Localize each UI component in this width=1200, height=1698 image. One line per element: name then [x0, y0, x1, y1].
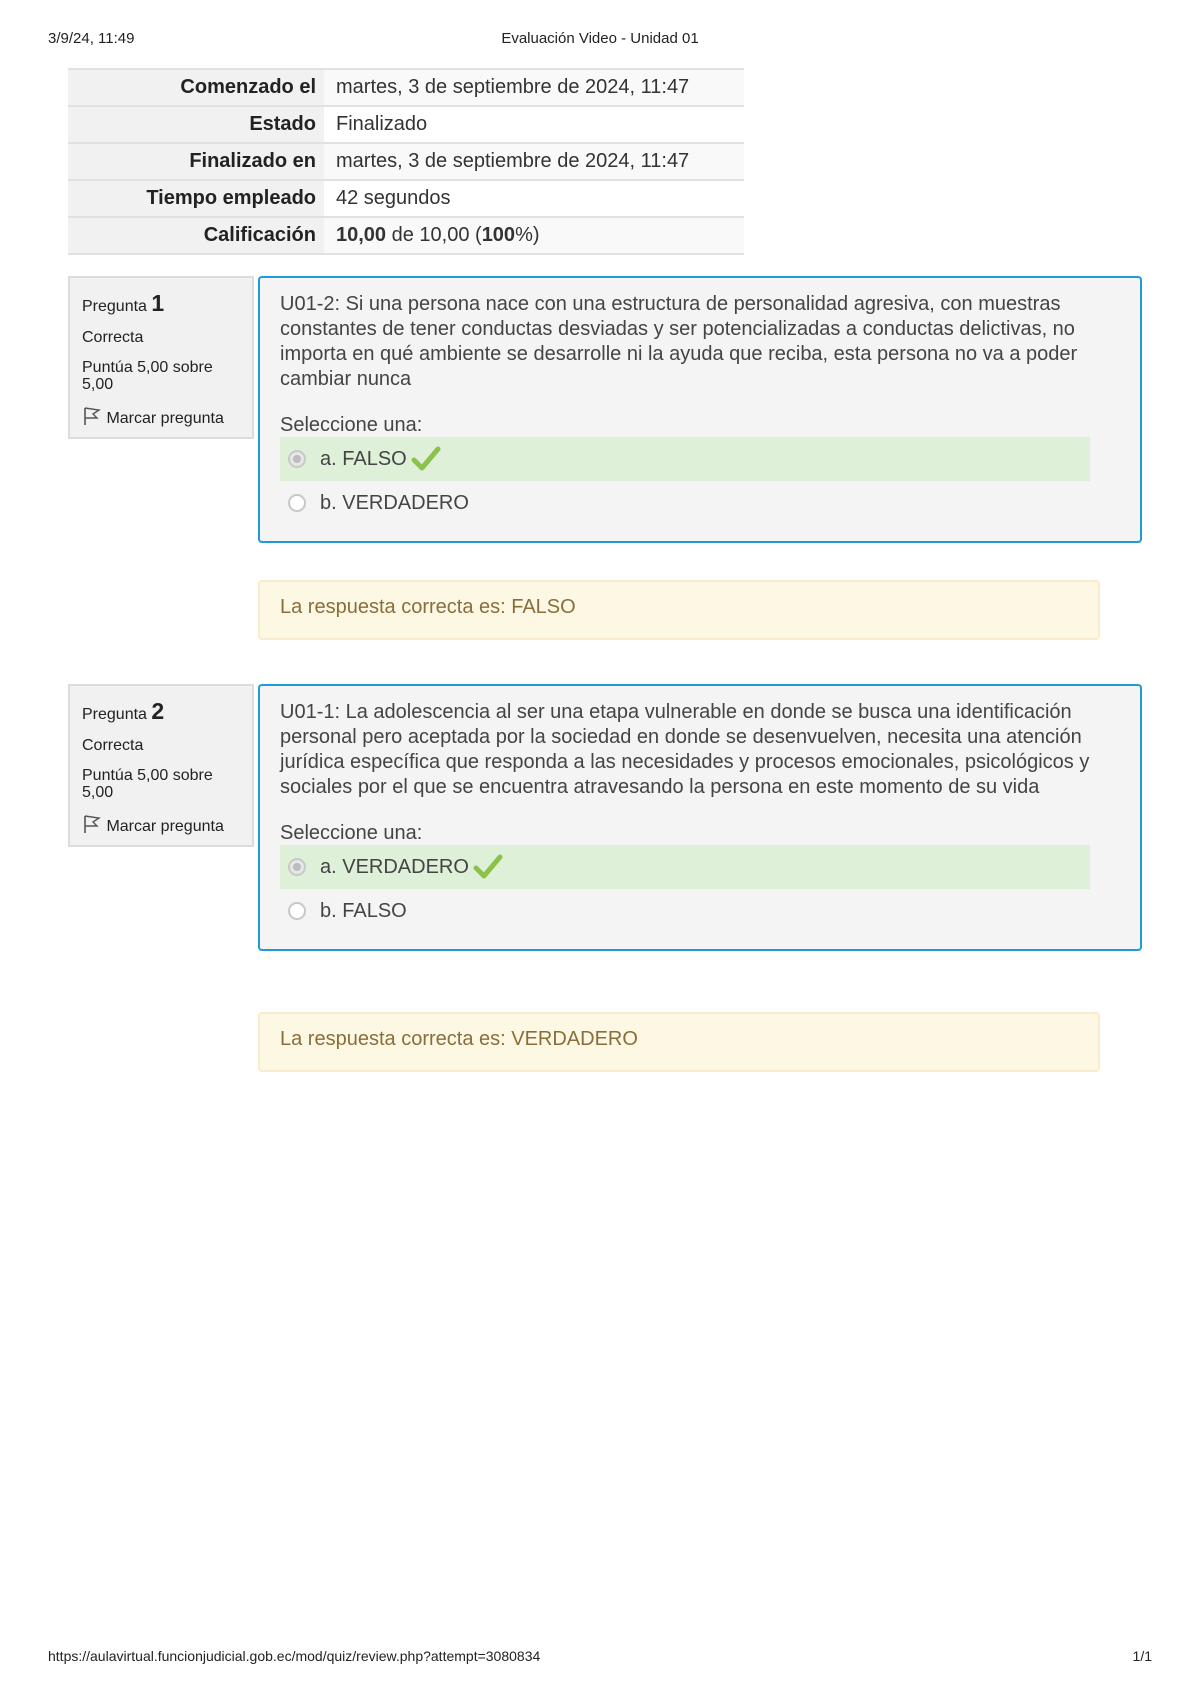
question-number-value: 2 — [151, 698, 165, 724]
summary-row — [68, 143, 744, 180]
answer-option[interactable] — [280, 889, 1090, 933]
question-state: Correcta — [82, 737, 144, 754]
grade-percent-suffix: %) — [515, 224, 540, 246]
question-label: Pregunta — [82, 706, 147, 723]
question-state: Correcta — [82, 329, 144, 346]
summary-value: martes, 3 de septiembre de 2024, 11:47 — [324, 143, 744, 180]
answer-option[interactable] — [280, 481, 1090, 525]
radio-selected[interactable] — [288, 858, 306, 876]
question-text: U01-2: Si una persona nace con una estructura de personalidad agresiva, con muestras constantes de tener conductas desviadas y ser potencializadas a conductas delictivas, no importa en qué ambiente se desarrolle ni la ayuda que reciba, esta persona no va a poder cambiar nunca — [280, 293, 1078, 390]
summary-value: Finalizado — [324, 106, 744, 143]
question-info — [68, 684, 254, 847]
question-label: Pregunta — [82, 298, 147, 315]
page-url: https://aulavirtual.funcionjudicial.gob.ec/mod/quiz/review.php?attempt=3080834 — [48, 1648, 541, 1664]
question-number — [82, 290, 240, 317]
summary-label: Comenzado el — [68, 69, 324, 106]
question-content — [258, 684, 1142, 951]
question-number-value: 1 — [151, 290, 165, 316]
summary-label: Estado — [68, 106, 324, 143]
summary-label: Calificación — [68, 217, 324, 254]
radio-selected[interactable] — [288, 450, 306, 468]
summary-row — [68, 106, 744, 143]
page-number: 1/1 — [1132, 1648, 1152, 1664]
question-number — [82, 698, 240, 725]
flag-question-link[interactable] — [82, 814, 240, 836]
radio-unselected[interactable] — [288, 902, 306, 920]
flag-label: Marcar pregunta — [106, 409, 224, 427]
summary-row — [68, 69, 744, 106]
print-footer — [48, 1648, 1152, 1668]
summary-row — [68, 180, 744, 217]
print-header — [48, 30, 1152, 50]
summary-label: Tiempo empleado — [68, 180, 324, 217]
flag-question-link[interactable] — [82, 406, 240, 428]
attempt-summary-table — [68, 68, 744, 255]
grade-percent: 100 — [481, 224, 516, 246]
summary-value: 42 segundos — [324, 180, 744, 217]
flag-icon — [82, 406, 102, 426]
answer-label: a. FALSO — [320, 447, 407, 470]
answer-label: b. VERDADERO — [320, 491, 469, 514]
answer-option[interactable] — [280, 437, 1090, 481]
print-date: 3/9/24, 11:49 — [48, 30, 135, 47]
answer-prompt: Seleccione una: — [280, 414, 423, 436]
flag-icon — [82, 814, 102, 834]
question-score: Puntúa 5,00 sobre 5,00 — [82, 358, 213, 394]
question-score: Puntúa 5,00 sobre 5,00 — [82, 766, 213, 802]
question-info — [68, 276, 254, 439]
correct-answer-feedback: La respuesta correcta es: FALSO — [258, 580, 1100, 640]
question-text: U01-1: La adolescencia al ser una etapa vulnerable en donde se busca una identificación personal pero aceptada por la sociedad en donde se desenvuelven, necesita una atención jurídica específica que responda a las necesidades y procesos emocionales, psicológicos y sociales por el que se encuentra atravesando la persona en este momento de su vida — [280, 701, 1090, 798]
flag-label: Marcar pregunta — [106, 817, 224, 835]
question-content — [258, 276, 1142, 543]
answer-prompt: Seleccione una: — [280, 822, 423, 844]
check-icon — [473, 853, 503, 881]
grade-score: 10,00 — [336, 224, 387, 246]
answer-option[interactable] — [280, 845, 1090, 889]
grade-value — [324, 217, 744, 254]
summary-row — [68, 217, 744, 254]
grade-max: de 10,00 ( — [386, 224, 482, 246]
summary-value: martes, 3 de septiembre de 2024, 11:47 — [324, 69, 744, 106]
radio-unselected[interactable] — [288, 494, 306, 512]
answer-label: a. VERDADERO — [320, 855, 469, 878]
correct-answer-feedback: La respuesta correcta es: VERDADERO — [258, 1012, 1100, 1072]
answer-label: b. FALSO — [320, 899, 407, 922]
summary-label: Finalizado en — [68, 143, 324, 180]
document-title: Evaluación Video - Unidad 01 — [501, 30, 699, 47]
check-icon — [411, 445, 441, 473]
